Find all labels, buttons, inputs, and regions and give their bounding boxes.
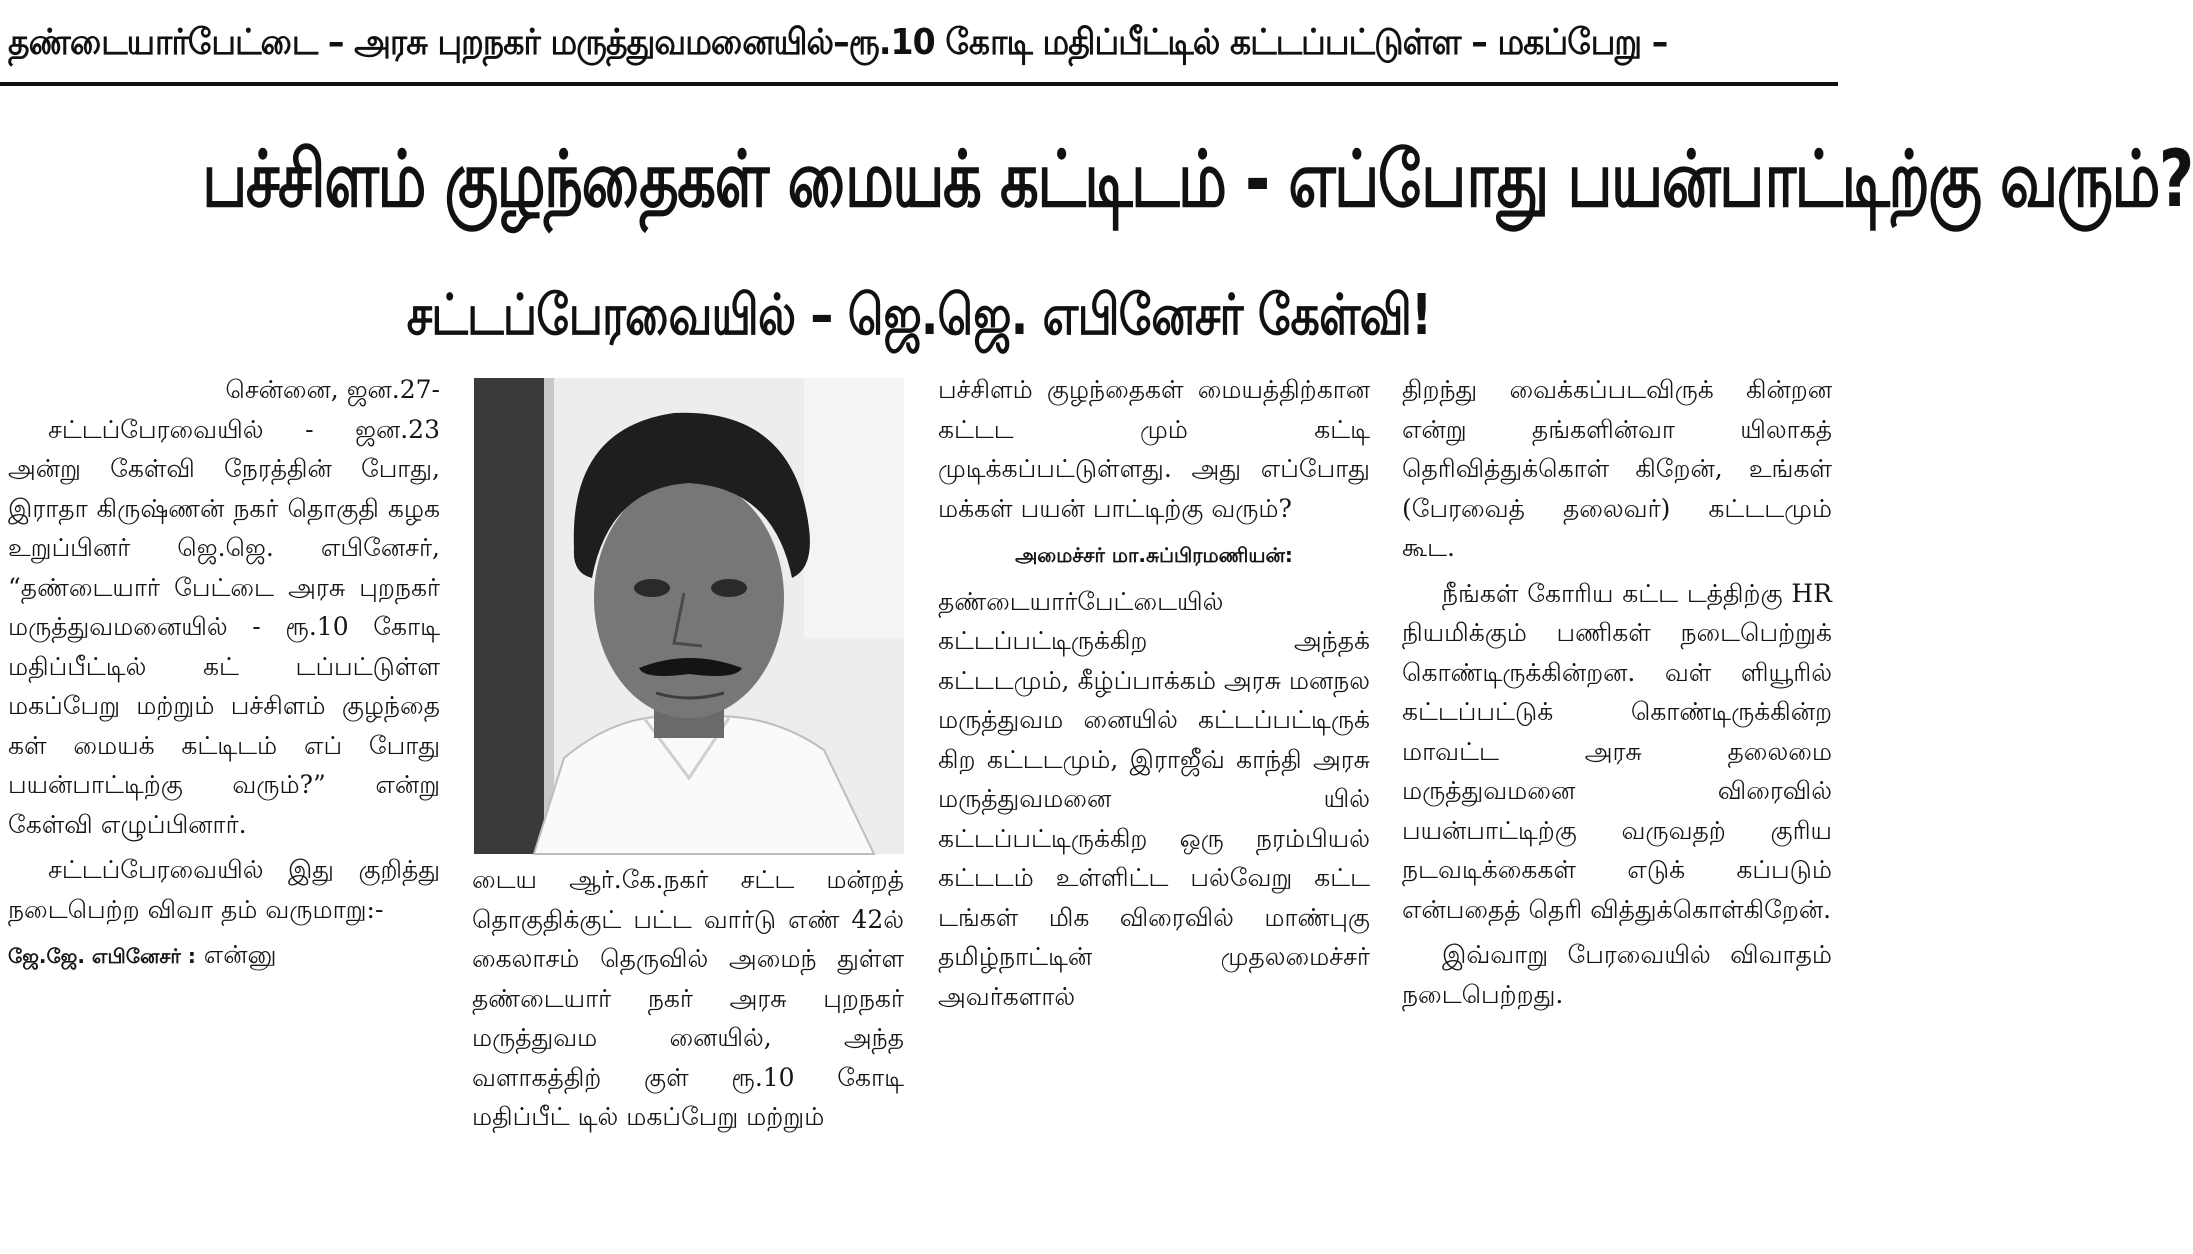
- speaker-label: அமைச்சர் மா.சுப்பிரமணியன்:: [1015, 543, 1293, 567]
- column-1: [8, 370, 440, 1250]
- paragraph: நீங்கள் கோரிய கட்ட டத்திற்கு HR நியமிக்கும் பணிகள் நடைபெற்றுக் கொண்டிருக்கின்றன. வள் ளியூரில் கட்டப்பட்டுக் கொண்டிருக்கின்ற மாவட்ட அரசு தலைமை மருத்துவமனை விரைவில் பயன்பாட்டிற்கு வருவதற் குரிய நடவடிக்கைகள் எடுக் கப்படும் என்பதைத் தெரி வித்துக்கொள்கிறேன்.: [1402, 578, 1832, 924]
- column-2: [472, 860, 904, 1250]
- paragraph: டைய ஆர்.கே.நகர் சட்ட மன்றத் தொகுதிக்குட் பட்ட வார்டு எண் 42ல் கைலாசம் தெருவில் அமைந் துள்ள தண்டையார் நகர் அரசு புறநகர் மருத்துவம னையில், அந்த வளாகத்திற் குள் ரூ.10 கோடி மதிப்பீட் டில் மகப்பேறு மற்றும்: [472, 865, 904, 1131]
- paragraph: சட்டப்பேரவையில் இது குறித்து நடைபெற்ற விவா தம் வருமாறு:-: [8, 855, 440, 924]
- portrait-photo: [474, 378, 904, 854]
- kicker-rule: [0, 82, 1838, 86]
- dateline: சென்னை, ஜன.27-: [225, 375, 440, 404]
- paragraph: திறந்து வைக்கப்படவிருக் கின்றன என்று தங்களின்வா யிலாகத் தெரிவித்துக்கொள் கிறேன், உங்கள் (பேரவைத் தலைவர்) கட்டடமும் கூட.: [1402, 375, 1832, 562]
- portrait-image: [474, 378, 904, 854]
- headline: பச்சிளம் குழந்தைகள் மையக் கட்டிடம் - எப்போது பயன்பாட்டிற்கு வரும்?: [202, 135, 2193, 225]
- column-3: [938, 370, 1370, 1250]
- paragraph: [8, 935, 440, 977]
- column-4: [1402, 370, 1832, 1250]
- paragraph: சட்டப்பேரவையில் - ஜன.23 அன்று கேள்வி நேரத்தின் போது, இராதா கிருஷ்ணன் நகர் தொகுதி கழக உறுப்பினர் ஜெ.ஜெ. எபினேசர், “தண்டையார் பேட்டை அரசு புறநகர் மருத்துவமனையில் - ரூ.10 கோடி மதிப்பீட்டில் கட் டப்பட்டுள்ள மகப்பேறு மற்றும் பச்சிளம் குழந்தை கள் மையக் கட்டிடம் எப் போது பயன்பாட்டிற்கு வரும்?” என்று கேள்வி எழுப்பினார்.: [8, 414, 440, 839]
- speaker-heading: [938, 534, 1370, 576]
- subheadline: சட்டப்பேரவையில் – ஜெ.ஜெ. எபினேசர் கேள்வி!: [406, 283, 1432, 348]
- paragraph: பச்சிளம் குழந்தைகள் மையத்திற்கான கட்டட மும் கட்டி முடிக்கப்பட்டுள்ளது. அது எப்போது மக்கள் பயன் பாட்டிற்கு வரும்?: [938, 375, 1370, 523]
- speaker-label: ஜே.ஜே. எபினேசர் :: [8, 944, 196, 968]
- paragraph-text: என்னு: [203, 940, 277, 969]
- paragraph: இவ்வாறு பேரவையில் விவாதம் நடைபெற்றது.: [1402, 940, 1832, 1009]
- paragraph: தண்டையார்பேட்டையில் கட்டப்பட்டிருக்கிற அந்தக் கட்டடமும், கீழ்ப்பாக்கம் அரசு மனநல மருத்துவம னையில் கட்டப்பட்டிருக் கிற கட்டடமும், இராஜீவ் காந்தி அரசு மருத்துவமனை யில் கட்டப்பட்டிருக்கிற ஒரு நரம்பியல் கட்டடம் உள்ளிட்ட பல்வேறு கட்ட டங்கள் மிக விரைவில் மாண்புகு தமிழ்நாட்டின் முதலமைச்சர் அவர்களால்: [938, 586, 1370, 1011]
- kicker-line: தண்டையார்பேட்டை – அரசு புறநகர் மருத்துவமனையில்–ரூ.10 கோடி மதிப்பீட்டில் கட்டப்பட்டுள்ள – மகப்பேறு –: [8, 22, 1668, 63]
